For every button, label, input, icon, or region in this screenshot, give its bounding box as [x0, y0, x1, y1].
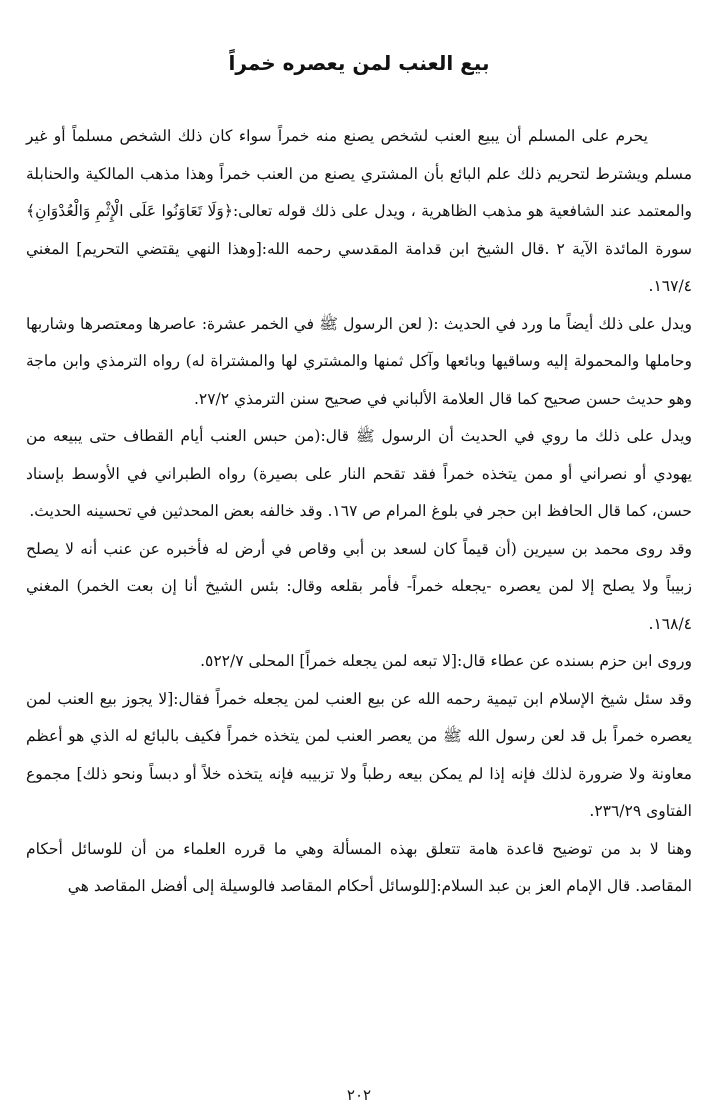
paragraph-2: ويدل على ذلك أيضاً ما ورد في الحديث :( لعن الرسول ﷺ في الخمر عشرة: عاصرها ومعتصرها وشاربها وحاملها والمحمولة إليه وساقيها وبائعها وآكل ثمنها والمشتري لها والمشتراة له) رواه الترمذي وابن ماجة وهو حديث حسن صحيح كما قال العلامة الألباني في صحيح سنن الترمذي ٢٧/٢. [26, 314, 692, 408]
paragraph-6: وقد سئل شيخ الإسلام ابن تيمية رحمه الله عن بيع العنب لمن يجعله خمراً فقال:[لا يجوز بيع العنب لمن يعصره خمراً بل قد لعن رسول الله ﷺ من يعصر العنب لمن يتخذه خمراً فكيف بالبائع له الذي هو أعظم معاونة ولا ضرورة لذلك فإنه إذا لم يمكن بيعه رطباً ولا تزبيبه فإنه يتخذه خلاً أو دبساً ونحو ذلك] مجموع الفتاوى ٢٣٦/٢٩. [26, 689, 692, 820]
paragraph-4: وقد روى محمد بن سيرين (أن قيماً كان لسعد بن أبي وقاص في أرض له فأخبره عن عنب أنه لا يصلح زبيباً ولا يصلح إلا لمن يعصره -يجعله خمراً- فأمر بقلعه وقال: بئس الشيخ أنا إن بعت الخمر) المغني ١٦٨/٤. [26, 539, 692, 633]
document-body [26, 118, 692, 906]
paragraph-1: يحرم على المسلم أن يبيع العنب لشخص يصنع منه خمراً سواء كان ذلك الشخص مسلماً أو غير مسلم ويشترط لتحريم ذلك علم البائع بأن المشتري يصنع من العنب خمراً وهذا مذهب المالكية والحنابلة والمعتمد عند الشافعية هو مذهب الظاهرية ، ويدل على ذلك قوله تعالى:﴿وَلَا تَعَاوَنُوا عَلَى الْإِثْمِ وَالْعُدْوَانِ﴾ سورة المائدة الآية ٢ .قال الشيخ ابن قدامة المقدسي رحمه الله:[وهذا النهي يقتضي التحريم] المغني ١٦٧/٤. [26, 127, 692, 295]
page-title: بيع العنب لمن يعصره خمراً [228, 51, 490, 75]
page-number: ٢٠٢ [346, 1086, 372, 1104]
paragraph-5: وروى ابن حزم بسنده عن عطاء قال:[لا تبعه لمن يجعله خمراً] المحلى ٥٢٢/٧. [200, 652, 692, 670]
paragraph-3: ويدل على ذلك ما روي في الحديث أن الرسول ﷺ قال:(من حبس العنب أيام القطاف حتى يبيعه من يهودي أو نصراني أو ممن يتخذه خمراً فقد تقحم النار على بصيرة) رواه الطبراني في الأوسط بإسناد حسن، كما قال الحافظ ابن حجر في بلوغ المرام ص ١٦٧. وقد خالفه بعض المحدثين في تحسينه الحديث. [26, 427, 692, 520]
paragraph-7: وهنا لا بد من توضيح قاعدة هامة تتعلق بهذه المسألة وهي ما قرره العلماء من أن للوسائل أحكام المقاصد. قال الإمام العز بن عبد السلام:[للوسائل أحكام المقاصد فالوسيلة إلى أفضل المقاصد هي [26, 839, 692, 895]
